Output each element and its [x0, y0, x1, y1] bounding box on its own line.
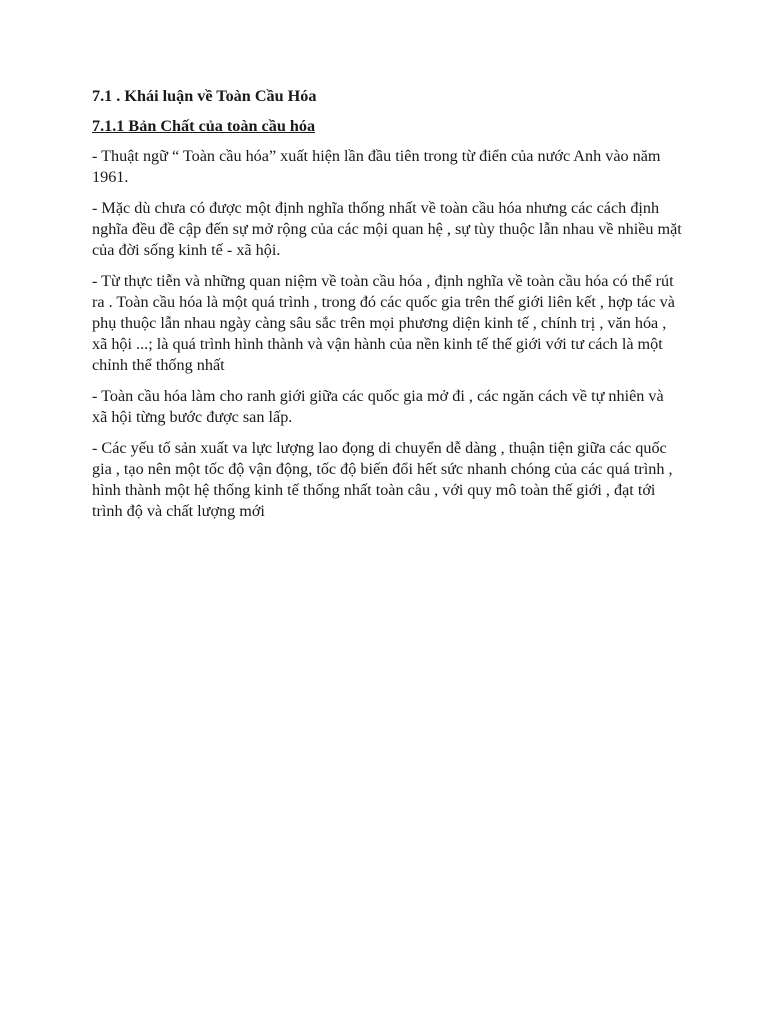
- document-page: [92, 86, 682, 532]
- paragraph-2: - Mặc dù chưa có được một định nghĩa thống nhất về toàn cầu hóa nhưng các cách định nghĩa đều đề cập đến sự mở rộng của các mội quan hệ , sự tùy thuộc lẫn nhau về nhiều mặt của đời sống kinh tế - xã hội.: [92, 199, 682, 259]
- section-heading: 7.1 . Khái luận về Toàn Cầu Hóa: [92, 87, 317, 105]
- paragraph-4: - Toàn cầu hóa làm cho ranh giới giữa các quốc gia mở đi , các ngăn cách về tự nhiên và xã hội từng bước được san lấp.: [92, 387, 664, 426]
- paragraph-5: - Các yếu tố sản xuất va lực lượng lao đọng di chuyển dễ dàng , thuận tiện giữa các quốc gia , tạo nên một tốc độ vận động, tốc độ biến đổi hết sức nhanh chóng của các quá trình , hình thành một hệ thống kinh tế thống nhất toàn câu , với quy mô toàn thế giới , đạt tới trình độ và chất lượng mới: [92, 439, 673, 520]
- paragraph-3: - Từ thực tiễn và những quan niệm về toàn cầu hóa , định nghĩa về toàn cầu hóa có thể rút ra . Toàn cầu hóa là một quá trình , trong đó các quốc gia trên thế giới liên kết , hợp tác và phụ thuộc lẫn nhau ngày càng sâu sắc trên mọi phương diện kinh tế , chính trị , văn hóa , xã hội ...; là quá trình hình thành và vận hành của nền kinh tế thế giới với tư cách là một chỉnh thể thống nhất: [92, 272, 675, 374]
- paragraph-1: - Thuật ngữ “ Toàn cầu hóa” xuất hiện lần đầu tiên trong từ điển của nước Anh vào năm 1961.: [92, 147, 661, 186]
- subsection-heading: 7.1.1 Bản Chất của toàn cầu hóa: [92, 117, 316, 135]
